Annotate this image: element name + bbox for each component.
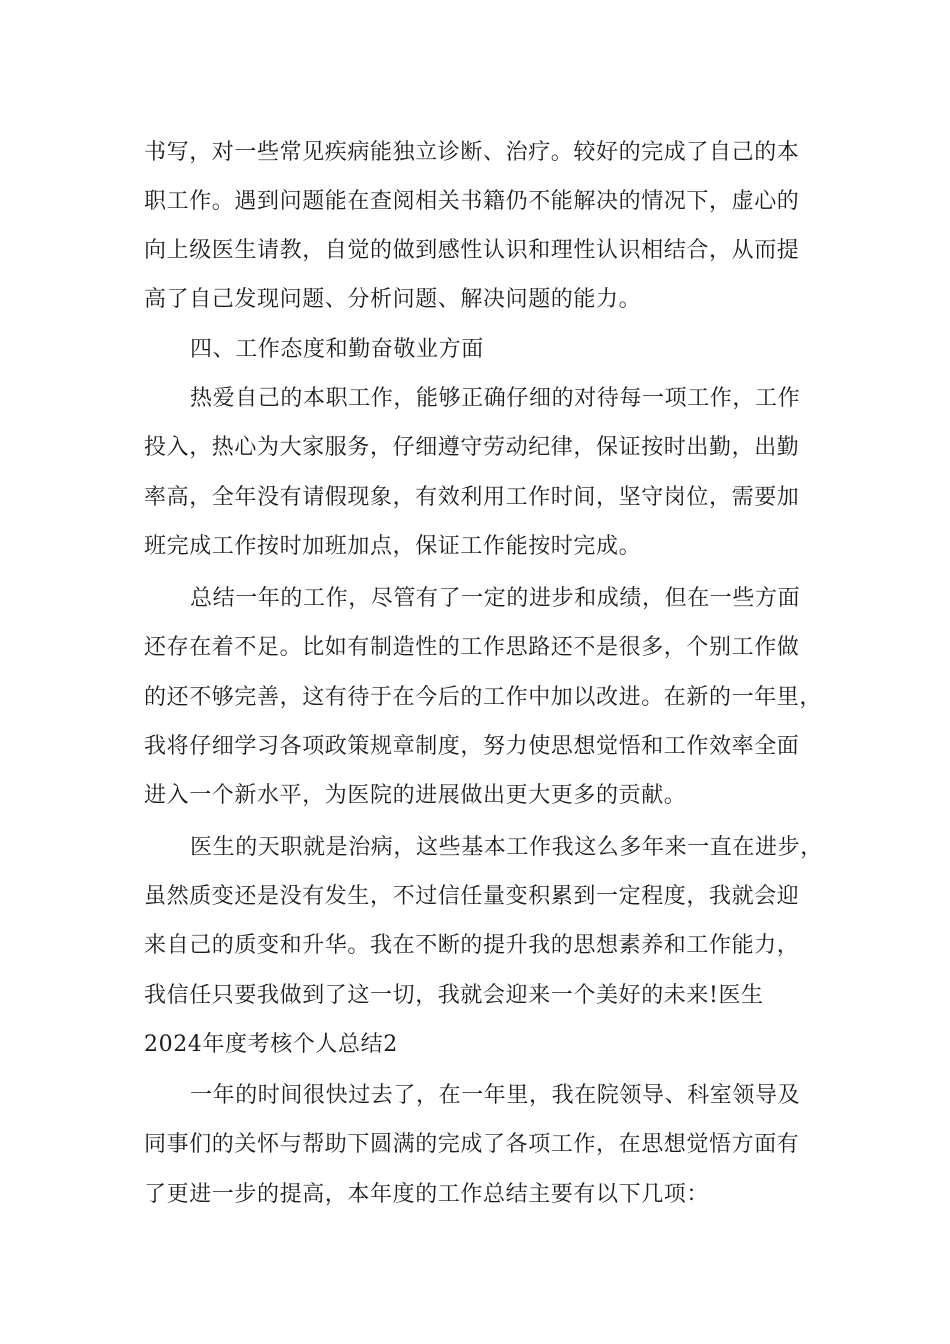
text-line: 还存在着不足。比如有制造性的工作思路还不是很多，个别工作做 [144, 635, 800, 660]
text-line: 进入一个新水平，为医院的进展做出更大更多的贡献。 [144, 783, 687, 808]
text-line: 了更进一步的提高，本年度的工作总结主要有以下几项： [144, 1182, 710, 1207]
text-line: 来自己的质变和升华。我在不断的提升我的思想素养和工作能力， [144, 933, 800, 958]
text-line: 我将仔细学习各项政策规章制度，努力使思想觉悟和工作效率全面 [144, 734, 800, 759]
text-line: 书写，对一些常见疾病能独立诊断、治疗。较好的完成了自己的本 [144, 140, 800, 165]
text-line: 医生的天职就是治病，这些基本工作我这么多年来一直在进步， [190, 835, 823, 860]
text-line: 班完成工作按时加班加点，保证工作能按时完成。 [144, 534, 642, 559]
text-line: 我信任只要我做到了这一切，我就会迎来一个美好的未来!医生 [144, 983, 764, 1008]
text-line: 向上级医生请教，自觉的做到感性认识和理性认识相结合，从而提 [144, 238, 800, 263]
text-line: 2024年度考核个人总结2 [144, 1032, 398, 1057]
section-heading: 四、工作态度和勤奋敬业方面 [190, 337, 484, 362]
text-line: 总结一年的工作，尽管有了一定的进步和成绩，但在一些方面 [190, 586, 801, 611]
text-line: 职工作。遇到问题能在查阅相关书籍仍不能解决的情况下，虚心的 [144, 189, 800, 214]
text-line: 同事们的关怀与帮助下圆满的完成了各项工作，在思想觉悟方面有 [144, 1132, 800, 1157]
text-line: 的还不够完善，这有待于在今后的工作中加以改进。在新的一年里， [144, 685, 823, 710]
text-line: 热爱自己的本职工作，能够正确仔细的对待每一项工作，工作 [190, 386, 801, 411]
text-line: 投入，热心为大家服务，仔细遵守劳动纪律，保证按时出勤，出勤 [144, 435, 800, 460]
text-line: 率高，全年没有请假现象，有效利用工作时间，坚守岗位，需要加 [144, 485, 800, 510]
text-line: 一年的时间很快过去了，在一年里，我在院领导、科室领导及 [190, 1083, 801, 1108]
text-line: 虽然质变还是没有发生，不过信任量变积累到一定程度，我就会迎 [144, 884, 800, 909]
text-line: 高了自己发现问题、分析问题、解决问题的能力。 [144, 287, 642, 312]
